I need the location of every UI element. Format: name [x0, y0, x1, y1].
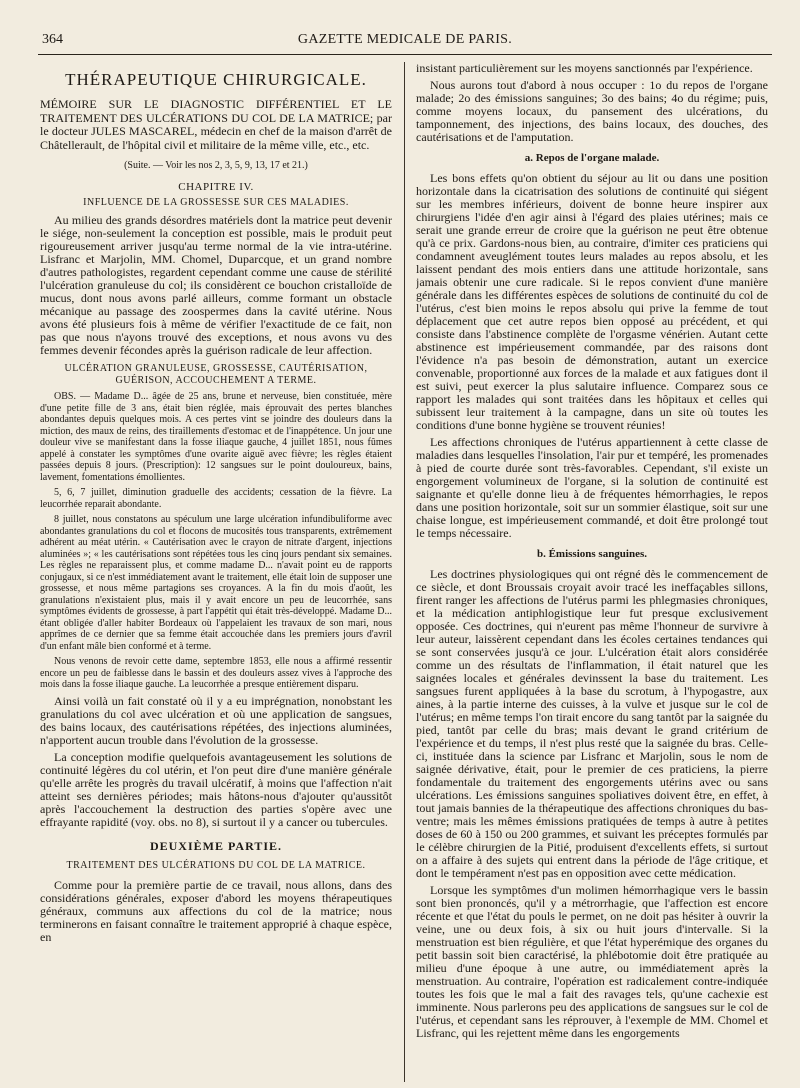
paragraph: Comme pour la première partie de ce travail, nous allons, dans des considérations générales, exposer d'abord les moyens thérapeutiques généraux, communs aux affections du col de la matrice; nous terminerons en faisant connaître le traitement approprié à chaque espèce, en: [40, 877, 392, 944]
column-divider: [404, 62, 405, 1082]
page-header: [38, 30, 772, 55]
chapter-subtitle: INFLUENCE DE LA GROSSESSE SUR CES MALADIES.: [83, 197, 349, 208]
part-heading: DEUXIÈME PARTIE.: [149, 838, 283, 853]
columns: [40, 62, 776, 1082]
left-column: [40, 62, 392, 948]
chapter-heading: CHAPITRE IV.: [178, 181, 254, 193]
paragraph: Ainsi voilà un fait constaté où il y a eu imprégnation, nonobstant les granulations du col avec ulcération et où une application de sangsues, des bains locaux, des cautérisations répétées, des injections aluminées, n'apportent aucun trouble dans l'évolution de la grossesse.: [40, 693, 392, 747]
observation-paragraph: 8 juillet, nous constatons au spéculum une large ulcération infundibuliforme avec abondantes granulations du col et flocons de mucosités tous transparents, extrêmement adhérent au méat utérin. « Cautérisation avec le crayon de nitrate d'argent, injections aluminées »; « les cautérisations sont répétées tous les cinq jours pendant six semaines. Les règles ne reparaissent plus, et comme madame D... n'avait point eu de rapports conjugaux, si ce n'est immédiatement avant le traitement, elle était loin de supposer une grossesse, et nous même partagions ses croyances. A la fin du mois d'août, les granulations n'existaient plus, mais il y avait encore un peu de leucorrhée, sans symptômes évidents de grossesse, à part l'appétit qui était très-développé. Madame D... étant obligée d'aller habiter Bordeaux où l'appelaient les travaux de son mari, nous apprîmes de ce dernier que sa femme était accouchée dans les premiers jours d'avril d'un enfant mâle bien conformé et à terme.: [40, 514, 392, 652]
memoire-title: MÉMOIRE SUR LE DIAGNOSTIC DIFFÉRENTIEL ET LE TRAITEMENT DES ULCÉRATIONS DU COL DE LA MATRICE; par le docteur JULES MASCAREL, médecin en chef de la maison d'arrêt de Châtellerault, de l'hôpital civil et militaire de la même ville, etc., etc.: [40, 97, 392, 152]
observation-block: [40, 391, 392, 691]
section-title: THÉRAPEUTIQUE CHIRURGICALE.: [65, 70, 367, 89]
paragraph: La conception modifie quelquefois avantageusement les solutions de continuité légères du col utérin, et l'on peut dire d'une manière générale qu'elle arrête les progrès du travail ulcératif, à moins que l'affection n'ait atteint ses dernières périodes; mais hâtons-nous d'ajouter qu'aussitôt après l'accouchement la destruction des parties s'opère avec une effrayante rapidité (voy. obs. no 8), si surtout il y a cancer ou tubercules.: [40, 749, 392, 829]
paragraph: Les doctrines physiologiques qui ont régné dès le commencement de ce siècle, et dont Broussais croyait avoir tracé les ineffaçables sillons, firent ranger les affections de l'utérus parmi les phlegmasies chroniques, et la médication antiphlogistique leur fut presque exclusivement opposée. Ces doctrines, qui n'eurent pas même l'honneur de survivre à leur auteur, laissèrent cependant dans les écoles certaines tendances qui se sont conservées jusqu'à ce jour. L'ulcération était alors considérée comme un des résultats de l'inflammation, il était naturel que les saignées locales et générales devinssent la base du traitement. Les sangsues furent appliquées à la base du scrotum, à l'hypogastre, aux aines, à la partie interne des cuisses, à la vulve et jusque sur le col de l'utérus; en même temps l'on tirait encore du sang tantôt par la saignée du pied, tantôt par celle du bras; mais devant le grand critérium de l'expérience et du temps, il n'est plus resté que la saignée du bras. Celle-ci, instituée dans la science par Lisfranc et Marjolin, sous le nom de saignée dérivative, était, pour le premier de ces praticiens, la pierre fondamentale du traitement des engorgements utérins avec ou sans ulcérations. Les émissions sanguines spoliatives doivent être, en effet, à tout jamais bannies de la thérapeutique des affections chroniques du bas-ventre; mais les mêmes émissions pratiquées de temps à autre à petites doses de 60 à 150 ou 200 grammes, et suivant les préceptes formulés par le célèbre chirurgien de la Pitié, produisent d'excellents effets, si surtout on a affaire à des sujets qui entrent dans la période de l'âge critique, et dont le tempérament n'est pas en opposition avec cette médication.: [416, 567, 768, 880]
paragraph: Lorsque les symptômes d'un molimen hémorrhagique vers le bassin sont bien prononcés, qu'il y a métrorrhagie, que l'affection est encore récente et que l'état du pouls le permet, on ne doit pas hésiter à ouvrir la veine, une ou deux fois, à six ou huit jours d'intervalle. Si la menstruation est bien régulière, et que l'état hyperémique des organes du petit bassin soit bien caractérisé, la phlébotomie doit être pratiquée au milieu d'une époque à une autre, ou immédiatement après la menstruation. Au contraire, l'opération est radicalement contre-indiquée toutes les fois que le mal a fait des ravages tels, qu'une cachexie est imminente. Nous parlerons peu des applications de sangsues sur le col de l'utérus, et cependant sans les réprouver, à l'exemple de MM. Chomel et Lisfranc, qui les rejettent même dans les engorgements: [416, 883, 768, 1040]
journal-title: GAZETTE MEDICALE DE PARIS.: [297, 32, 513, 47]
paragraph: Au milieu des grands désordres matériels dont la matrice peut devenir le siége, non-seulement la conception est possible, mais le produit peut rigoureusement arriver jusqu'au terme normal de la vie intra-utérine. Lisfranc et Marjolin, MM. Chomel, Duparcque, et un grand nombre d'autres pathologistes, regardent cependant comme une cause de stérilité l'ulcération granuleuse du col; ils considèrent ce bouchon cristalloïde de mucus, dont nous avons parlé ailleurs, comme formant un obstacle mécanique au passage des zoospermes dans la cavité utérine. Nous avons été plusieurs fois à même de vérifier l'exactitude de ce fait, non pas que nous n'ayons trouvé des exceptions, et nous avons vu des femmes devenir fécondes après la guérison radicale de leur affection.: [40, 213, 392, 357]
treatment-heading: TRAITEMENT DES ULCÉRATIONS DU COL DE LA MATRICE.: [66, 859, 366, 871]
paragraph: Les affections chroniques de l'utérus appartiennent à cette classe de maladies dans lesquelles l'insolation, l'air pur et tempéré, les promenades à pied de courte durée sont très-favorables. Cependant, s'il existe un engorgement volumineux de l'organe, si la solution de continuité est saignante et qu'elle donne lieu à de fréquentes hémorrhagies, le repos dans une position horizontale, soit sur un sommier élastique, soit sur une chaise longue, est impérieusement commandé, et doit être prolongé tout le temps nécessaire.: [416, 435, 768, 540]
right-column: [416, 62, 768, 1044]
page-number: 364: [42, 32, 63, 47]
paragraph: insistant particulièrement sur les moyens sanctionnés par l'expérience.: [416, 62, 753, 75]
observation-paragraph: Nous venons de revoir cette dame, septembre 1853, elle nous a affirmé ressentir encore un peu de faiblesse dans le bassin et des douleurs assez vives à l'approche des mois dans la fosse iliaque gauche. La leucorrhée a presque entièrement disparu.: [40, 656, 392, 690]
paragraph: Les bons effets qu'on obtient du séjour au lit ou dans une position horizontale dans la cicatrisation des solutions de continuité qui siégent sur les membres inférieurs, doivent de bonne heure inspirer aux chirurgiens l'idée d'en agir ainsi à l'égard des plaies utérines; mais ce serait une grande erreur de croire que la guérison ne peut être obtenue qu'à ce prix. Gardons-nous bien, au contraire, d'imiter ces praticiens qui condamnent aveuglément toutes leurs malades au repos absolu, et les laissent pendant des mois entiers dans une attitude horizontale, sans jamais obtenir une cure radicale. Si le repos convient d'une manière générale dans les différentes espèces de solutions de continuité du col de l'utérus, c'est bien moins le repos absolu qui prive la femme de tout déplacement que cet autre repos bien opposé au précédent, et qui consiste dans l'abstinence complète de l'orgasme vénérien. Autant cette abstinence est impérieusement commandée, par des raisons dont l'évidence n'a pas besoin de démonstration, autant un exercice convenable, proportionné aux forces de la malade et aux fatigues dont il est suivi, peut exercer la plus salutaire influence. Comparez sous ce rapport les malades qui sont traitées dans les hôpitaux et celles qui subissent leur traitement à la campagne, dans un site où toutes les conditions d'une bonne hygiène se trouvent réunies!: [416, 171, 768, 432]
subsection-heading: b. Émissions sanguines.: [536, 548, 648, 560]
observation-heading: ULCÉRATION GRANULEUSE, GROSSESSE, CAUTÉRISATION, GUÉRISON, ACCOUCHEMENT A TERME.: [64, 363, 368, 386]
paragraph: Nous aurons tout d'abord à nous occuper : 1o du repos de l'organe malade; 2o des émissions sanguines; 3o des bains; 4o du régime; puis, comme moyens locaux, du pansement des ulcérations, du tamponnement, des injections, des bains locaux, des douches, des cautérisations et de l'amputation.: [416, 78, 768, 144]
observation-paragraph: 5, 6, 7 juillet, diminution graduelle des accidents; cessation de la fièvre. La leucorrhée reparait abondante.: [40, 487, 392, 510]
observation-paragraph: OBS. — Madame D... âgée de 25 ans, brune et nerveuse, bien constituée, mère d'une petite fille de 3 ans, était bien réglée, mais éprouvait des pertes blanches abondantes depuis quelques mois. A ces pertes vint se joindre des douleurs dans la miction, des maux de reins, des tiraillements d'estomac et de l'inappétence. Un jour une douleur vive se manifestant dans la fosse iliaque gauche, 4 juillet 1851, nous fûmes appelé à constater les symptômes d'une ovarite aiguë avec fièvre; les règles étaient passées depuis 8 jours. (Prescription): 12 sangsues sur le point douloureux, bains, lavement, fomentations émollientes.: [40, 391, 392, 483]
subsection-heading: a. Repos de l'organe malade.: [524, 152, 660, 164]
continuation-note: (Suite. — Voir les nos 2, 3, 5, 9, 13, 17 et 21.): [124, 160, 308, 171]
